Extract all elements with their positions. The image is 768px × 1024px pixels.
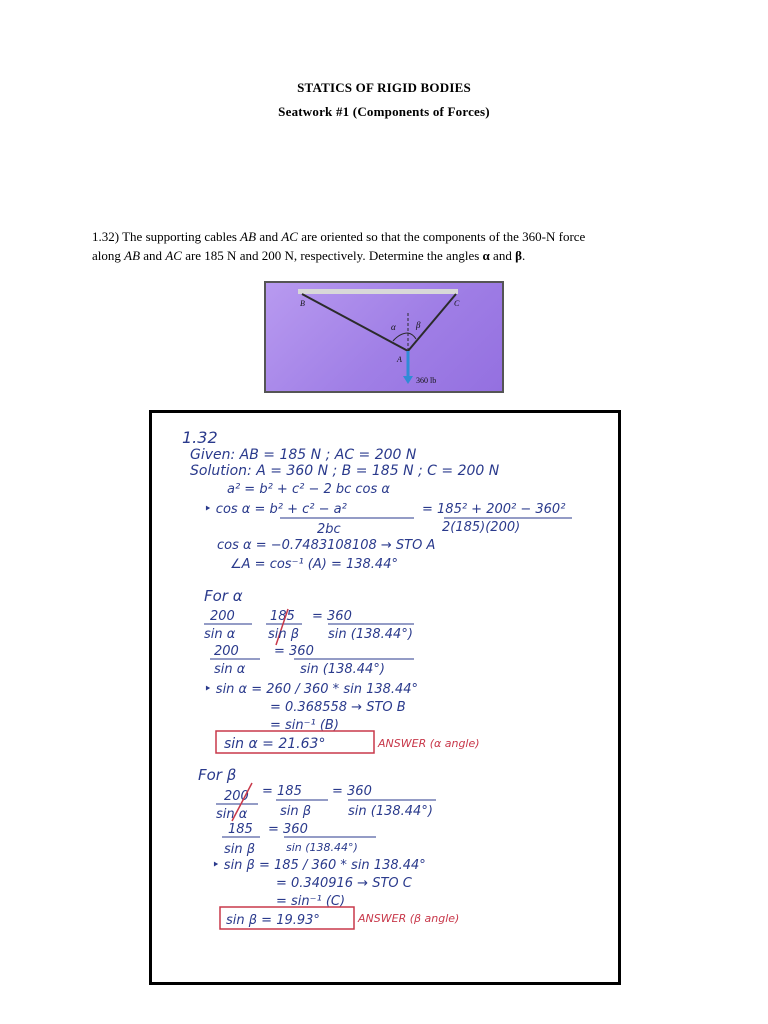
- solution-line: sin α: [216, 807, 248, 822]
- solution-line: = 360: [312, 609, 352, 624]
- solution-line: 1.32: [182, 428, 218, 447]
- label-b: B: [300, 299, 305, 308]
- solution-line: = 360: [268, 822, 308, 837]
- solution-line: sin β: [224, 842, 256, 857]
- problem-text: along: [92, 248, 125, 263]
- cable-ab: AB: [240, 229, 257, 244]
- solution-line: sin β: [268, 627, 300, 642]
- solution-line: = 185: [262, 784, 302, 799]
- cable-ac: AC: [165, 248, 182, 263]
- alpha-symbol: α: [482, 248, 490, 263]
- solution-line: sin α = 21.63°: [224, 736, 326, 752]
- force-arrowhead: [403, 376, 413, 384]
- solution-line: ∠A = cos⁻¹ (A) = 138.44°: [230, 557, 398, 572]
- label-alpha: α: [391, 322, 396, 332]
- cable-ab: AB: [124, 248, 141, 263]
- problem-text: are 185 N and 200 N, respectively. Determine the angles: [181, 248, 483, 263]
- problem-text: are oriented so that the components of the 360-N force: [297, 229, 586, 244]
- solution-line: 185: [270, 609, 295, 624]
- solution-line: Given: AB = 185 N ; AC = 200 N: [190, 447, 417, 463]
- solution-line: cos α = −0.7483108108 → STO A: [217, 538, 436, 553]
- solution-line: = sin⁻¹ (C): [276, 894, 346, 909]
- solution-line: = 185² + 200² − 360²: [422, 502, 566, 517]
- problem-number: 1.32): [92, 229, 120, 244]
- label-beta: β: [416, 320, 421, 330]
- solution-line: ‣ sin α = 260 / 360 * sin 138.44°: [204, 682, 419, 697]
- cable-ac: AC: [281, 229, 298, 244]
- solution-line: = 360: [274, 644, 314, 659]
- problem-text: .: [521, 248, 526, 263]
- solution-line: = 0.340916 → STO C: [276, 876, 412, 891]
- solution-line: a² = b² + c² − 2 bc cos α: [227, 482, 390, 497]
- solution-line: For β: [198, 766, 237, 784]
- label-c: C: [454, 299, 460, 308]
- solution-line: sin β = 19.93°: [226, 913, 320, 928]
- alpha-arc: [393, 333, 408, 341]
- problem-text: The supporting cables: [119, 229, 241, 244]
- solution-line: sin (138.44°): [348, 804, 433, 819]
- problem-text: and: [256, 229, 282, 244]
- document-title: STATICS OF RIGID BODIES: [297, 80, 471, 95]
- solution-line: sin α: [204, 627, 236, 642]
- solution-line: ‣ cos α = b² + c² − a²: [204, 502, 347, 517]
- solution-line: sin α: [214, 662, 246, 677]
- beta-arc: [408, 333, 416, 339]
- ceiling-support: [298, 289, 458, 294]
- solution-line: For α: [204, 587, 243, 605]
- answer-label-beta: ANSWER (β angle): [358, 912, 460, 925]
- handwritten-solution: [149, 410, 621, 985]
- solution-line: 200: [214, 644, 239, 659]
- solution-line: sin (138.44°): [328, 627, 413, 642]
- solution-line: = sin⁻¹ (B): [270, 718, 339, 733]
- force-label: 360 lb: [416, 376, 437, 385]
- solution-line: 200: [224, 789, 249, 804]
- solution-line: sin (138.44°): [286, 841, 358, 854]
- solution-line: 2bc: [317, 522, 341, 537]
- problem-text: and: [140, 248, 166, 263]
- solution-line: 200: [210, 609, 235, 624]
- answer-label-alpha: ANSWER (α angle): [378, 737, 480, 750]
- beta-symbol: β: [515, 248, 522, 263]
- solution-line: sin (138.44°): [300, 662, 385, 677]
- solution-line: Solution: A = 360 N ; B = 185 N ; C = 200 N: [190, 463, 500, 479]
- solution-line: 2(185)(200): [442, 520, 521, 535]
- solution-line: sin β: [280, 804, 312, 819]
- document-subtitle: Seatwork #1 (Components of Forces): [278, 104, 490, 119]
- solution-line: = 360: [332, 784, 372, 799]
- problem-statement: [92, 227, 692, 265]
- solution-line: = 0.368558 → STO B: [270, 700, 406, 715]
- problem-text: and: [489, 248, 516, 263]
- solution-line: ‣ sin β = 185 / 360 * sin 138.44°: [212, 858, 426, 873]
- cable-diagram: [264, 281, 504, 393]
- label-a: A: [397, 355, 402, 364]
- solution-line: 185: [228, 822, 253, 837]
